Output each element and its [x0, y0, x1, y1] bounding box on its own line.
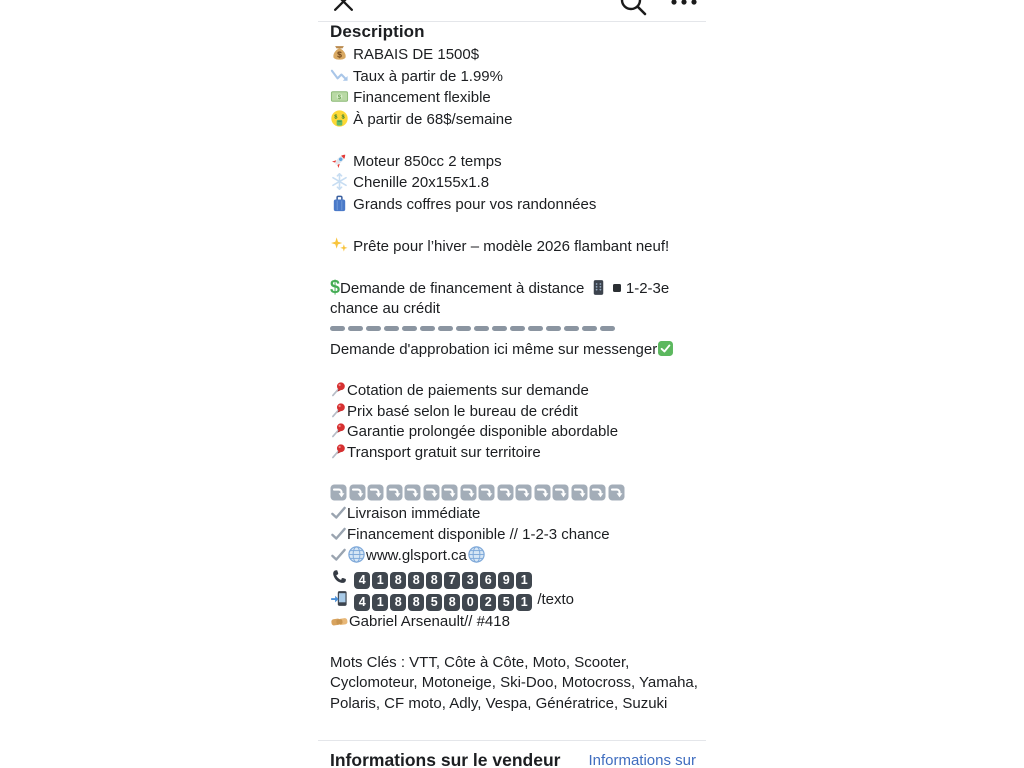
description-line	[330, 361, 700, 382]
luggage-icon	[330, 194, 349, 213]
heavy-minus-icon	[528, 326, 543, 331]
money-bag-icon	[330, 44, 349, 63]
arrow-curving-down-icon	[367, 484, 384, 501]
heavy-minus-icon	[384, 326, 399, 331]
heavy-minus-icon	[366, 326, 381, 331]
description-line: Gabriel Arsenault// #418	[330, 611, 700, 633]
svg-text:$: $	[337, 49, 342, 60]
money-mouth-face-icon	[330, 109, 349, 128]
globe-icon	[467, 545, 486, 564]
description-line: $ Financement flexible	[330, 87, 700, 109]
more-options-icon[interactable]	[670, 0, 698, 8]
description-line: Transport gratuit sur territoire	[330, 443, 700, 464]
sparkles-icon	[330, 236, 349, 255]
arrow-curving-down-icon	[330, 484, 347, 501]
description-line: 4 1 8 8 5 8 0 2 5 1 /texto	[330, 589, 700, 611]
keycap-digit: 1	[372, 572, 388, 589]
handshake-icon	[330, 611, 349, 630]
heavy-minus-icon	[456, 326, 471, 331]
description-line	[330, 484, 700, 505]
arrow-curving-down-icon	[515, 484, 532, 501]
keycap-digit: 2	[480, 594, 496, 611]
seller-heading: Informations sur le vendeur	[330, 750, 561, 768]
keycap-digit: 1	[516, 594, 532, 611]
close-icon[interactable]	[331, 0, 356, 14]
arrow-curving-down-icon	[552, 484, 569, 501]
heavy-minus-icon	[492, 326, 507, 331]
svg-text:$: $	[337, 93, 342, 101]
description-line	[330, 215, 700, 236]
keycap-digit: 8	[426, 572, 442, 589]
dollar-banknote-icon	[330, 87, 349, 106]
keycap-digit: 0	[462, 594, 478, 611]
pushpin-icon	[330, 443, 347, 460]
description-line: $ RABAIS DE 1500$	[330, 44, 700, 66]
description-line: Chenille 20x155x1.8	[330, 172, 700, 194]
description-line: Demande d'approbation ici même sur messenger	[330, 340, 700, 361]
keycap-digit: 5	[426, 594, 442, 611]
rocket-icon	[330, 151, 349, 170]
section-divider	[318, 740, 706, 741]
description-line: $Demande de financement à distance 1-2-3e chance au crédit	[330, 276, 670, 317]
globe-icon	[347, 545, 366, 564]
description-line	[330, 632, 700, 653]
description-line: Mots Clés : VTT, Côte à Côte, Moto, Scooter, Cyclomoteur, Motoneige, Ski-Doo, Motocross, Yamaha, Polaris, CF moto, Adly, Vespa, Génératrice, Suzuki	[330, 653, 698, 712]
keycap-digit: 9	[498, 572, 514, 589]
arrow-curving-down-icon	[571, 484, 588, 501]
keycap-digit: 5	[498, 594, 514, 611]
arrow-curving-down-icon	[423, 484, 440, 501]
heavy-minus-icon	[330, 326, 345, 331]
marketplace-description-panel	[318, 0, 706, 768]
heavy-minus-icon	[420, 326, 435, 331]
pushpin-icon	[330, 422, 347, 439]
arrow-curving-down-icon	[534, 484, 551, 501]
description-line: Prête pour l’hiver – modèle 2026 flambant neuf!	[330, 236, 700, 258]
description-heading: Description	[330, 22, 425, 41]
keycap-digit: 3	[462, 572, 478, 589]
keycap-digit: 8	[408, 572, 424, 589]
keycap-digit: 6	[480, 572, 496, 589]
description-line	[330, 463, 700, 484]
arrow-curving-down-icon	[497, 484, 514, 501]
heavy-minus-icon	[546, 326, 561, 331]
description-line: www.glsport.ca	[330, 545, 700, 567]
check-mark-icon	[330, 546, 347, 563]
description-line: Grands coffres pour vos randonnées	[330, 194, 700, 216]
description-line: Financement disponible // 1-2-3 chance	[330, 525, 700, 546]
description-line	[330, 130, 700, 151]
black-small-square-icon	[613, 284, 621, 292]
arrow-curving-down-icon	[386, 484, 403, 501]
description-line: Cotation de paiements sur demande	[330, 381, 700, 402]
mobile-phone-arrow-icon	[330, 589, 349, 608]
check-mark-icon	[330, 504, 347, 521]
arrow-curving-down-icon	[349, 484, 366, 501]
arrow-curving-down-icon	[478, 484, 495, 501]
pushpin-icon	[330, 381, 347, 398]
description-line: $ $ À partir de 68$/semaine	[330, 109, 700, 131]
heavy-minus-icon	[582, 326, 597, 331]
mobile-phone-icon	[589, 278, 608, 297]
keycap-digit: 8	[444, 594, 460, 611]
search-icon[interactable]	[617, 0, 650, 19]
chart-decreasing-icon	[330, 66, 349, 85]
check-mark-button-icon	[657, 340, 674, 357]
description-line: Taux à partir de 1.99%	[330, 66, 700, 88]
heavy-dollar-sign-icon: $	[330, 276, 341, 297]
description-line	[330, 320, 700, 341]
arrow-curving-down-icon	[460, 484, 477, 501]
heavy-minus-icon	[510, 326, 525, 331]
arrow-curving-down-icon	[404, 484, 421, 501]
description-line: Livraison immédiate	[330, 504, 700, 525]
arrow-curving-down-icon	[441, 484, 458, 501]
description-line: Prix basé selon le bureau de crédit	[330, 402, 700, 423]
heavy-minus-icon	[600, 326, 615, 331]
arrow-curving-down-icon	[589, 484, 606, 501]
keycap-digit: 1	[372, 594, 388, 611]
keycap-digit: 8	[390, 594, 406, 611]
snowflake-icon	[330, 172, 349, 191]
description-line	[330, 567, 700, 589]
svg-text:$: $	[341, 114, 345, 120]
keycap-digit: 8	[408, 594, 424, 611]
phone-receiver-icon	[330, 567, 349, 586]
seller-info-link[interactable]: Informations sur	[588, 752, 696, 768]
seller-section	[330, 750, 696, 768]
heavy-minus-icon	[348, 326, 363, 331]
description-text	[330, 44, 700, 714]
check-mark-icon	[330, 525, 347, 542]
description-line: Garantie prolongée disponible abordable	[330, 422, 700, 443]
heavy-minus-icon	[474, 326, 489, 331]
heavy-minus-icon	[402, 326, 417, 331]
heavy-minus-icon	[438, 326, 453, 331]
svg-text:$: $	[334, 114, 338, 120]
keycap-digit: 7	[444, 572, 460, 589]
keycap-digit: 4	[354, 572, 370, 589]
keycap-digit: 8	[390, 572, 406, 589]
pushpin-icon	[330, 402, 347, 419]
keycap-digit: 4	[354, 594, 370, 611]
keycap-digit: 1	[516, 572, 532, 589]
arrow-curving-down-icon	[608, 484, 625, 501]
description-line: Moteur 850cc 2 temps	[330, 151, 700, 173]
description-line	[330, 257, 700, 278]
heavy-minus-icon	[564, 326, 579, 331]
